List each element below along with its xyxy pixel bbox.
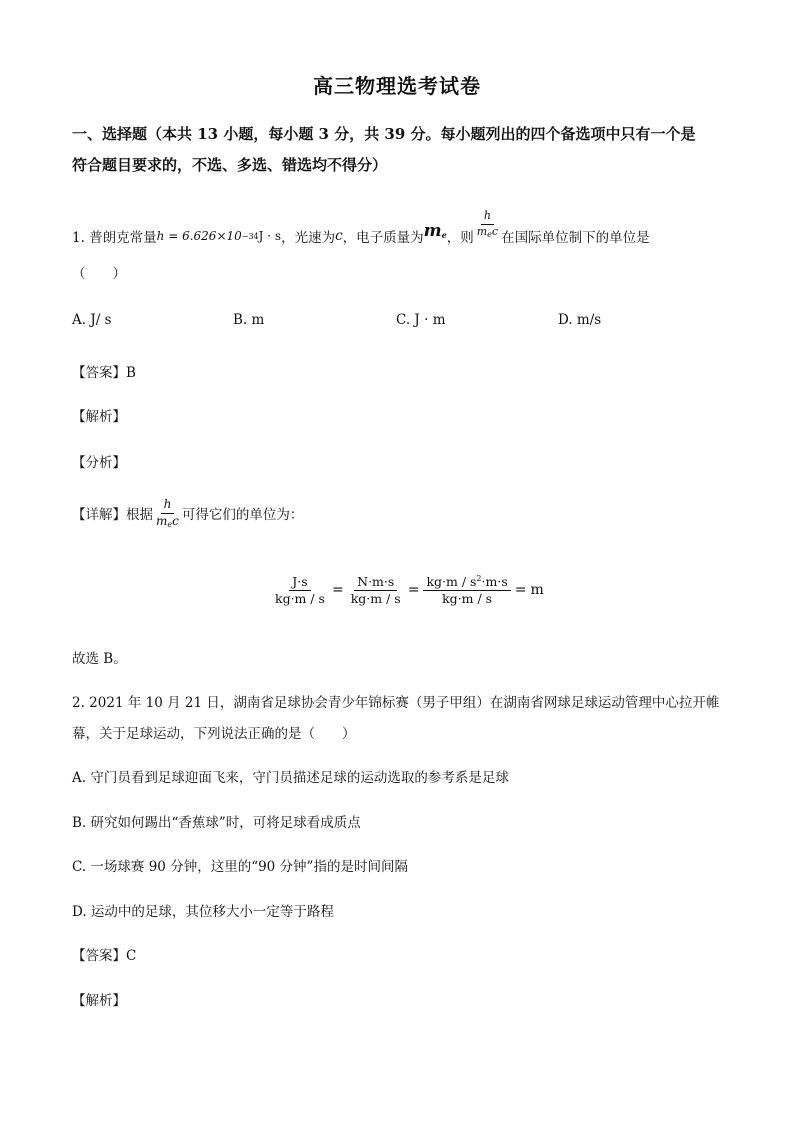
unit-equation: $\frac{J\cdot s}{kg\cdot m / s}$ = $\frac{N\cdot m\cdot s}{kg\cdot m / s}$ = $\frac{kg\cdot m / s^2\cdot m\cdot s}{kg\cdot m / s}$ = m (272, 574, 544, 607)
section-heading-line1: 一、选择题（本共 13 小题，每小题 3 分，共 39 分。每小题列出的四个备选项中只有一个是 (72, 125, 696, 143)
q1-stem-text-4: ，则 (446, 230, 474, 247)
q1-fraction: $\frac{h}{m_ec}$ (476, 209, 499, 239)
eq-fraction-1: $\frac{J\cdot s}{kg\cdot m / s}$ (275, 573, 325, 606)
eq-fraction-2: $\frac{N\cdot m\cdot s}{kg\cdot m / s}$ (350, 573, 401, 606)
q1-stem-text-2: ，光速为 (281, 230, 336, 247)
q1-option-a: A. J/ s (72, 312, 112, 328)
q2-option-b: B. 研究如何踢出“香蕉球”时，可将足球看成质点 (72, 815, 361, 831)
section-heading-line2: 符合题目要求的，不选、多选、错选均不得分） (72, 156, 388, 174)
q1-option-b: B. m (233, 312, 265, 328)
q1-fenxi-tag: 【分析】 (72, 455, 126, 471)
q1-option-c: C. J · m (396, 312, 446, 328)
q2-option-a: A. 守门员看到足球迎面飞来，守门员描述足球的运动选取的参考系是足球 (72, 770, 509, 786)
q1-analysis-tag: 【解析】 (72, 409, 126, 425)
q1-detail-fraction: $\frac{h}{m_ec}$ (156, 497, 179, 529)
planck-unit: J · s (258, 229, 282, 244)
q1-option-d: D. m/s (558, 312, 602, 328)
planck-constant-h: h = 6.626×10 (156, 229, 242, 244)
q2-stem-line2: 幕，关于足球运动，下列说法正确的是（ ） (72, 726, 356, 742)
eq-fraction-3: $\frac{kg\cdot m / s^2\cdot m\cdot s}{kg\cdot m / s}$ (423, 574, 510, 607)
q2-answer: 【答案】C (72, 948, 137, 964)
electron-mass-symbol: $m_e$ (423, 221, 447, 242)
q1-stem-text-1: 1. 普朗克常量 (72, 230, 157, 247)
q2-stem-line1: 2. 2021 年 10 月 21 日，湖南省足球协会青少年锦标赛（男子甲组）在湖南省网球足球运动管理中心拉开帷 (72, 695, 720, 711)
q1-stem-text-3: ，电子质量为 (342, 230, 424, 247)
q1-answer: 【答案】B (72, 365, 136, 381)
eq-result: m (530, 582, 544, 599)
q1-stem (72, 209, 650, 251)
light-speed-symbol: c (335, 228, 343, 245)
planck-exponent: −34 (241, 231, 259, 241)
page-title: 高三物理选考试卷 (313, 74, 481, 98)
q1-detail: 【详解】 根据 $\frac{h}{m_ec}$ 可得它们的单位为： (72, 497, 304, 529)
q2-option-d: D. 运动中的足球，其位移大小一定等于路程 (72, 904, 334, 920)
q1-paren: （ ） (72, 266, 126, 282)
q2-analysis-tag: 【解析】 (72, 993, 126, 1009)
q2-option-c: C. 一场球赛 90 分钟，这里的“90 分钟”指的是时间间隔 (72, 859, 408, 875)
q1-stem-text-5: 在国际单位制下的单位是 (501, 230, 650, 247)
q1-conclusion: 故选 B。 (72, 651, 127, 667)
